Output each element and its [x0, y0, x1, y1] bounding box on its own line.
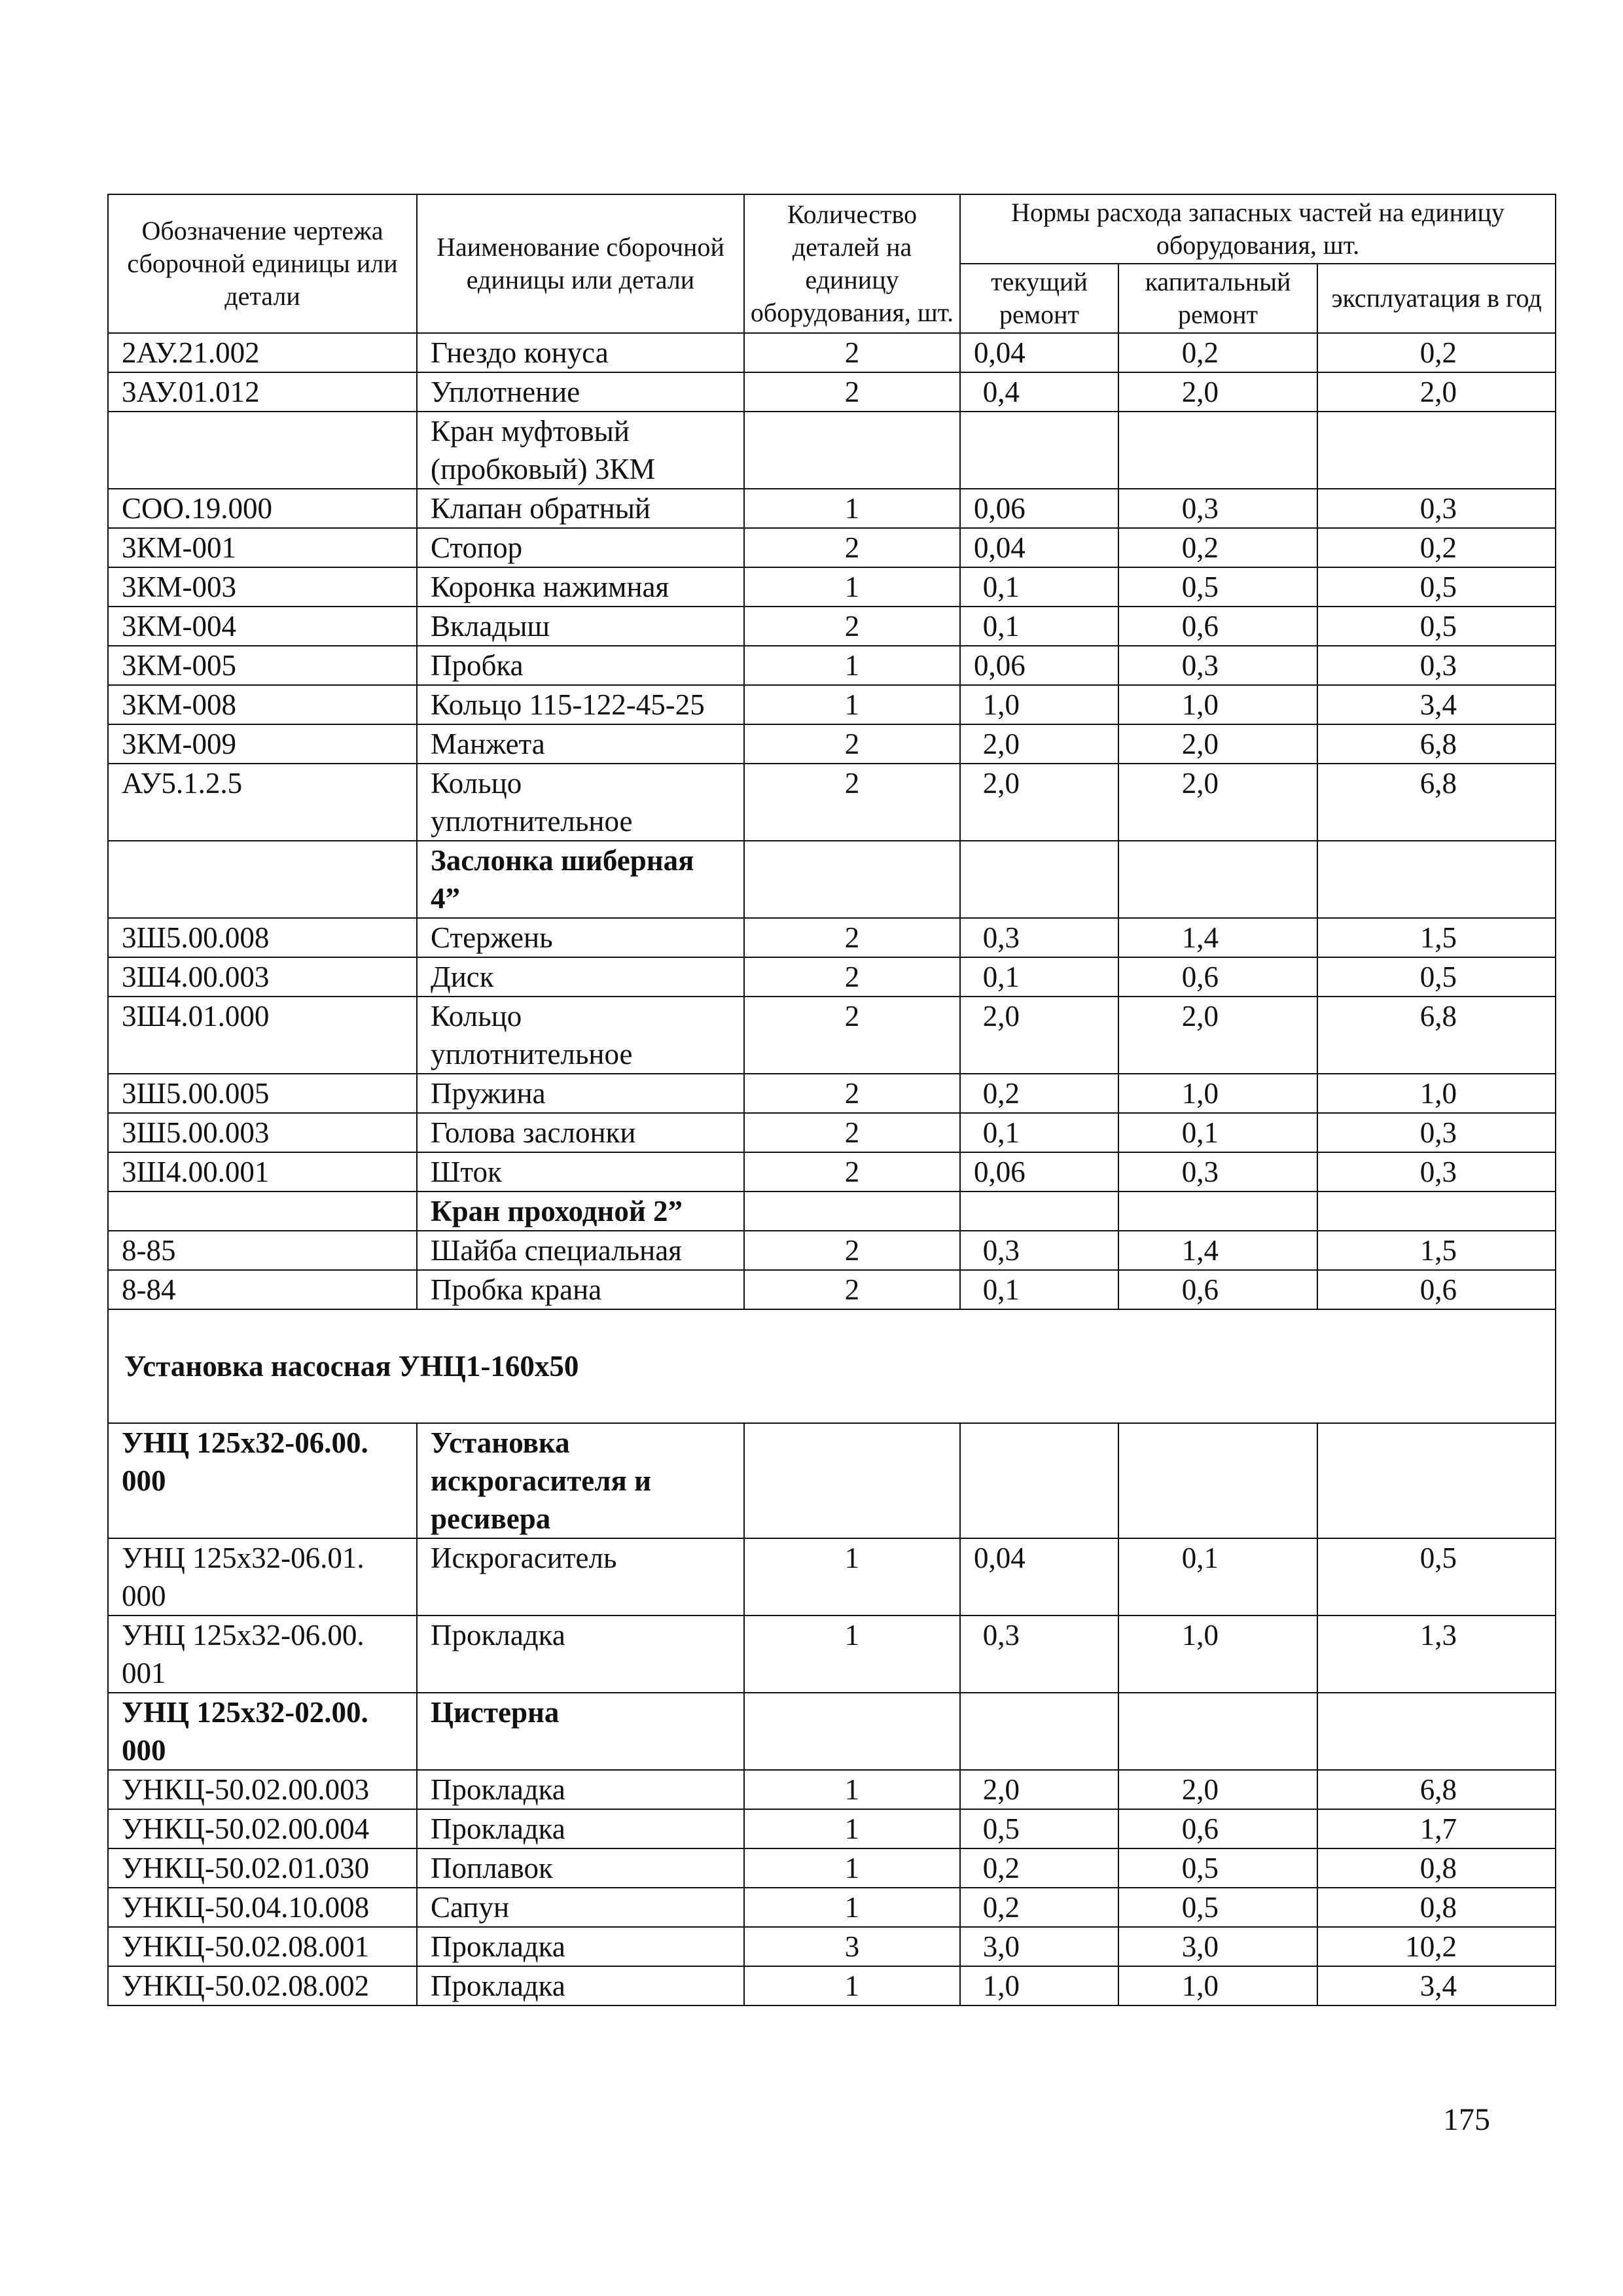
cell-drawing: 3КМ-004: [108, 607, 417, 646]
cell-name: Стопор: [417, 528, 744, 567]
page-number: 175: [1443, 2102, 1490, 2137]
cell-capital-repair: 1,0: [1118, 1616, 1317, 1693]
cell-quantity: 1: [744, 646, 960, 685]
cell-drawing: УНКЦ-50.02.00.004: [108, 1809, 417, 1848]
cell-capital-repair: 0,5: [1118, 567, 1317, 607]
table-row: [108, 646, 1556, 685]
section-title: Установка насосная УНЦ1-160х50: [108, 1309, 1556, 1423]
cell-name: Прокладка: [417, 1927, 744, 1966]
cell-capital-repair: 1,0: [1118, 685, 1317, 724]
table-body-pump-unit: [108, 1423, 1556, 2005]
cell-current-repair: 0,1: [960, 607, 1118, 646]
cell-current-repair: 0,06: [960, 1152, 1118, 1192]
table-row: [108, 1770, 1556, 1809]
cell-drawing: [108, 412, 417, 489]
cell-current-repair: 0,5: [960, 1809, 1118, 1848]
cell-drawing: УНЦ 125х32-06.00. 000: [108, 1423, 417, 1538]
header-name: Наименование сборочной единицы или детали: [417, 194, 744, 333]
cell-name: Коронка нажимная: [417, 567, 744, 607]
cell-capital-repair: 0,6: [1118, 1809, 1317, 1848]
cell-drawing: УНЦ 125х32-02.00. 000: [108, 1693, 417, 1770]
cell-name: Прокладка: [417, 1770, 744, 1809]
cell-operation-per-year: 0,8: [1317, 1848, 1556, 1888]
cell-name: Шток: [417, 1152, 744, 1192]
table-row: [108, 724, 1556, 764]
cell-quantity: [744, 1192, 960, 1231]
cell-quantity: 2: [744, 1231, 960, 1270]
cell-name: Цистерна: [417, 1693, 744, 1770]
cell-capital-repair: [1118, 1192, 1317, 1231]
cell-quantity: 2: [744, 724, 960, 764]
cell-current-repair: 0,06: [960, 489, 1118, 528]
cell-quantity: 1: [744, 1966, 960, 2005]
table-row: [108, 1809, 1556, 1848]
table-row: [108, 1192, 1556, 1231]
cell-drawing: УНКЦ-50.02.08.001: [108, 1927, 417, 1966]
table-row: [108, 685, 1556, 724]
cell-capital-repair: 0,3: [1118, 489, 1317, 528]
cell-quantity: 1: [744, 1809, 960, 1848]
cell-name: Кольцо уплотнительное: [417, 997, 744, 1074]
cell-quantity: [744, 1693, 960, 1770]
header-norms: Нормы расхода запасных частей на единицу оборудования, шт.: [960, 194, 1556, 264]
cell-operation-per-year: [1317, 1192, 1556, 1231]
cell-current-repair: 1,0: [960, 1966, 1118, 2005]
cell-current-repair: 0,3: [960, 1231, 1118, 1270]
header-current-repair: текущий ремонт: [960, 264, 1118, 333]
cell-current-repair: 0,3: [960, 1616, 1118, 1693]
cell-capital-repair: 0,1: [1118, 1113, 1317, 1152]
table-row: [108, 1848, 1556, 1888]
cell-operation-per-year: 0,3: [1317, 1152, 1556, 1192]
cell-current-repair: 0,1: [960, 567, 1118, 607]
cell-quantity: 1: [744, 1848, 960, 1888]
table-row: [108, 1888, 1556, 1927]
cell-current-repair: 0,1: [960, 1113, 1118, 1152]
header-operation-per-year: эксплуатация в год: [1317, 264, 1556, 333]
cell-operation-per-year: 0,2: [1317, 333, 1556, 372]
cell-drawing: 3Ш5.00.003: [108, 1113, 417, 1152]
cell-name: Кран проходной 2”: [417, 1192, 744, 1231]
cell-quantity: [744, 412, 960, 489]
table-row: [108, 1113, 1556, 1152]
cell-name: Пробка крана: [417, 1270, 744, 1309]
cell-current-repair: 0,04: [960, 528, 1118, 567]
cell-name: Голова заслонки: [417, 1113, 744, 1152]
cell-capital-repair: 2,0: [1118, 1770, 1317, 1809]
table-row: [108, 412, 1556, 489]
cell-drawing: УНКЦ-50.02.00.003: [108, 1770, 417, 1809]
cell-name: Пробка: [417, 646, 744, 685]
cell-drawing: [108, 1192, 417, 1231]
cell-capital-repair: 1,4: [1118, 918, 1317, 957]
cell-operation-per-year: [1317, 841, 1556, 918]
cell-operation-per-year: 0,8: [1317, 1888, 1556, 1927]
cell-current-repair: [960, 412, 1118, 489]
cell-quantity: 2: [744, 957, 960, 997]
cell-quantity: 2: [744, 997, 960, 1074]
cell-current-repair: [960, 1192, 1118, 1231]
cell-operation-per-year: 0,5: [1317, 957, 1556, 997]
cell-quantity: 3: [744, 1927, 960, 1966]
cell-operation-per-year: 10,2: [1317, 1927, 1556, 1966]
cell-name: Прокладка: [417, 1966, 744, 2005]
cell-current-repair: 2,0: [960, 997, 1118, 1074]
cell-capital-repair: 2,0: [1118, 724, 1317, 764]
cell-drawing: 3АУ.01.012: [108, 372, 417, 412]
table-row: [108, 1231, 1556, 1270]
cell-name: Гнездо конуса: [417, 333, 744, 372]
cell-drawing: 3КМ-008: [108, 685, 417, 724]
cell-capital-repair: 2,0: [1118, 764, 1317, 841]
cell-capital-repair: [1118, 1693, 1317, 1770]
cell-name: Кольцо 115-122-45-25: [417, 685, 744, 724]
cell-quantity: 2: [744, 528, 960, 567]
cell-capital-repair: 1,4: [1118, 1231, 1317, 1270]
cell-quantity: 2: [744, 333, 960, 372]
cell-current-repair: 0,04: [960, 1538, 1118, 1616]
cell-name: Искрогаситель: [417, 1538, 744, 1616]
cell-operation-per-year: [1317, 412, 1556, 489]
cell-drawing: 2АУ.21.002: [108, 333, 417, 372]
cell-current-repair: 0,3: [960, 918, 1118, 957]
cell-current-repair: 2,0: [960, 724, 1118, 764]
cell-operation-per-year: 0,6: [1317, 1270, 1556, 1309]
cell-drawing: 3Ш4.00.003: [108, 957, 417, 997]
cell-operation-per-year: 0,3: [1317, 646, 1556, 685]
cell-quantity: [744, 1423, 960, 1538]
cell-name: Заслонка шиберная 4”: [417, 841, 744, 918]
cell-current-repair: 0,2: [960, 1848, 1118, 1888]
cell-capital-repair: 0,1: [1118, 1538, 1317, 1616]
cell-drawing: 3КМ-009: [108, 724, 417, 764]
cell-current-repair: 0,2: [960, 1888, 1118, 1927]
cell-name: Клапан обратный: [417, 489, 744, 528]
header-drawing: Обозначение чертежа сборочной единицы или детали: [108, 194, 417, 333]
cell-capital-repair: 0,3: [1118, 1152, 1317, 1192]
cell-operation-per-year: 6,8: [1317, 997, 1556, 1074]
cell-operation-per-year: 3,4: [1317, 685, 1556, 724]
cell-operation-per-year: 1,5: [1317, 1231, 1556, 1270]
header-row: [108, 194, 1556, 264]
cell-capital-repair: 2,0: [1118, 997, 1317, 1074]
table-row: [108, 1270, 1556, 1309]
cell-drawing: УНКЦ-50.02.01.030: [108, 1848, 417, 1888]
table-row: [108, 1927, 1556, 1966]
cell-operation-per-year: 2,0: [1317, 372, 1556, 412]
cell-current-repair: 0,06: [960, 646, 1118, 685]
cell-operation-per-year: 6,8: [1317, 724, 1556, 764]
table-row: [108, 333, 1556, 372]
cell-drawing: УНКЦ-50.04.10.008: [108, 1888, 417, 1927]
cell-name: Кран муфтовый (пробковый) 3КМ: [417, 412, 744, 489]
cell-name: Прокладка: [417, 1809, 744, 1848]
cell-quantity: 1: [744, 685, 960, 724]
table-row: [108, 1538, 1556, 1616]
cell-operation-per-year: 0,3: [1317, 489, 1556, 528]
table-row: [108, 1616, 1556, 1693]
cell-current-repair: 0,1: [960, 1270, 1118, 1309]
cell-capital-repair: 1,0: [1118, 1074, 1317, 1113]
cell-quantity: 1: [744, 1616, 960, 1693]
table-row: [108, 918, 1556, 957]
cell-name: Стержень: [417, 918, 744, 957]
cell-capital-repair: 0,3: [1118, 646, 1317, 685]
cell-capital-repair: 0,2: [1118, 528, 1317, 567]
cell-name: Уплотнение: [417, 372, 744, 412]
cell-capital-repair: 0,6: [1118, 957, 1317, 997]
cell-current-repair: 1,0: [960, 685, 1118, 724]
cell-name: Пружина: [417, 1074, 744, 1113]
cell-drawing: 3Ш4.00.001: [108, 1152, 417, 1192]
cell-capital-repair: 0,2: [1118, 333, 1317, 372]
cell-capital-repair: [1118, 841, 1317, 918]
cell-drawing: 8-85: [108, 1231, 417, 1270]
cell-operation-per-year: [1317, 1423, 1556, 1538]
cell-quantity: 2: [744, 1113, 960, 1152]
cell-current-repair: 2,0: [960, 764, 1118, 841]
cell-current-repair: 3,0: [960, 1927, 1118, 1966]
table-row: [108, 372, 1556, 412]
cell-quantity: 1: [744, 1888, 960, 1927]
cell-operation-per-year: 0,5: [1317, 567, 1556, 607]
cell-operation-per-year: 0,2: [1317, 528, 1556, 567]
cell-capital-repair: [1118, 412, 1317, 489]
table-row: [108, 1423, 1556, 1538]
cell-quantity: 2: [744, 1152, 960, 1192]
cell-quantity: 1: [744, 489, 960, 528]
cell-quantity: [744, 841, 960, 918]
table-row: [108, 764, 1556, 841]
cell-quantity: 2: [744, 372, 960, 412]
cell-operation-per-year: 1,5: [1317, 918, 1556, 957]
cell-capital-repair: 3,0: [1118, 1927, 1317, 1966]
table-row: [108, 567, 1556, 607]
table-row: [108, 528, 1556, 567]
cell-current-repair: 0,1: [960, 957, 1118, 997]
spare-parts-table: [107, 194, 1556, 2006]
table-row: [108, 1693, 1556, 1770]
cell-name: Вкладыш: [417, 607, 744, 646]
header-capital-repair: капитальный ремонт: [1118, 264, 1317, 333]
cell-capital-repair: 1,0: [1118, 1966, 1317, 2005]
section-row: [108, 1309, 1556, 1423]
cell-current-repair: 0,4: [960, 372, 1118, 412]
cell-capital-repair: 0,5: [1118, 1888, 1317, 1927]
cell-capital-repair: 0,6: [1118, 1270, 1317, 1309]
cell-name: Прокладка: [417, 1616, 744, 1693]
cell-capital-repair: 0,6: [1118, 607, 1317, 646]
table-row: [108, 957, 1556, 997]
cell-current-repair: [960, 1693, 1118, 1770]
cell-operation-per-year: 0,5: [1317, 1538, 1556, 1616]
cell-drawing: 3КМ-001: [108, 528, 417, 567]
cell-current-repair: 2,0: [960, 1770, 1118, 1809]
cell-drawing: УНЦ 125х32-06.00. 001: [108, 1616, 417, 1693]
cell-quantity: 1: [744, 1770, 960, 1809]
cell-current-repair: [960, 1423, 1118, 1538]
cell-operation-per-year: 6,8: [1317, 1770, 1556, 1809]
cell-operation-per-year: 6,8: [1317, 764, 1556, 841]
cell-capital-repair: 2,0: [1118, 372, 1317, 412]
cell-operation-per-year: 0,3: [1317, 1113, 1556, 1152]
table-body-main: [108, 333, 1556, 1309]
cell-operation-per-year: 1,3: [1317, 1616, 1556, 1693]
table-header: [108, 194, 1556, 333]
cell-quantity: 2: [744, 607, 960, 646]
cell-quantity: 2: [744, 1270, 960, 1309]
cell-drawing: УНЦ 125х32-06.01. 000: [108, 1538, 417, 1616]
cell-operation-per-year: 1,7: [1317, 1809, 1556, 1848]
cell-drawing: 3КМ-005: [108, 646, 417, 685]
cell-name: Установка искрогасителя и ресивера: [417, 1423, 744, 1538]
cell-operation-per-year: 0,5: [1317, 607, 1556, 646]
cell-drawing: 8-84: [108, 1270, 417, 1309]
cell-drawing: СОО.19.000: [108, 489, 417, 528]
cell-current-repair: [960, 841, 1118, 918]
table-section: [108, 1309, 1556, 1423]
cell-name: Сапун: [417, 1888, 744, 1927]
table-row: [108, 1074, 1556, 1113]
cell-name: Манжета: [417, 724, 744, 764]
cell-name: Поплавок: [417, 1848, 744, 1888]
cell-drawing: АУ5.1.2.5: [108, 764, 417, 841]
cell-current-repair: 0,04: [960, 333, 1118, 372]
cell-drawing: 3Ш5.00.008: [108, 918, 417, 957]
cell-drawing: 3КМ-003: [108, 567, 417, 607]
cell-current-repair: 0,2: [960, 1074, 1118, 1113]
cell-operation-per-year: 3,4: [1317, 1966, 1556, 2005]
cell-name: Кольцо уплотнительное: [417, 764, 744, 841]
cell-quantity: 1: [744, 567, 960, 607]
cell-drawing: 3Ш5.00.005: [108, 1074, 417, 1113]
cell-name: Шайба специальная: [417, 1231, 744, 1270]
cell-quantity: 2: [744, 918, 960, 957]
cell-drawing: УНКЦ-50.02.08.002: [108, 1966, 417, 2005]
cell-quantity: 2: [744, 1074, 960, 1113]
cell-capital-repair: [1118, 1423, 1317, 1538]
table-row: [108, 489, 1556, 528]
table-row: [108, 841, 1556, 918]
cell-quantity: 2: [744, 764, 960, 841]
cell-capital-repair: 0,5: [1118, 1848, 1317, 1888]
cell-operation-per-year: 1,0: [1317, 1074, 1556, 1113]
table-row: [108, 1966, 1556, 2005]
table-row: [108, 1152, 1556, 1192]
table-row: [108, 607, 1556, 646]
cell-drawing: 3Ш4.01.000: [108, 997, 417, 1074]
table-row: [108, 997, 1556, 1074]
cell-name: Диск: [417, 957, 744, 997]
cell-operation-per-year: [1317, 1693, 1556, 1770]
cell-drawing: [108, 841, 417, 918]
cell-quantity: 1: [744, 1538, 960, 1616]
header-quantity: Количество деталей на единицу оборудования, шт.: [744, 194, 960, 333]
